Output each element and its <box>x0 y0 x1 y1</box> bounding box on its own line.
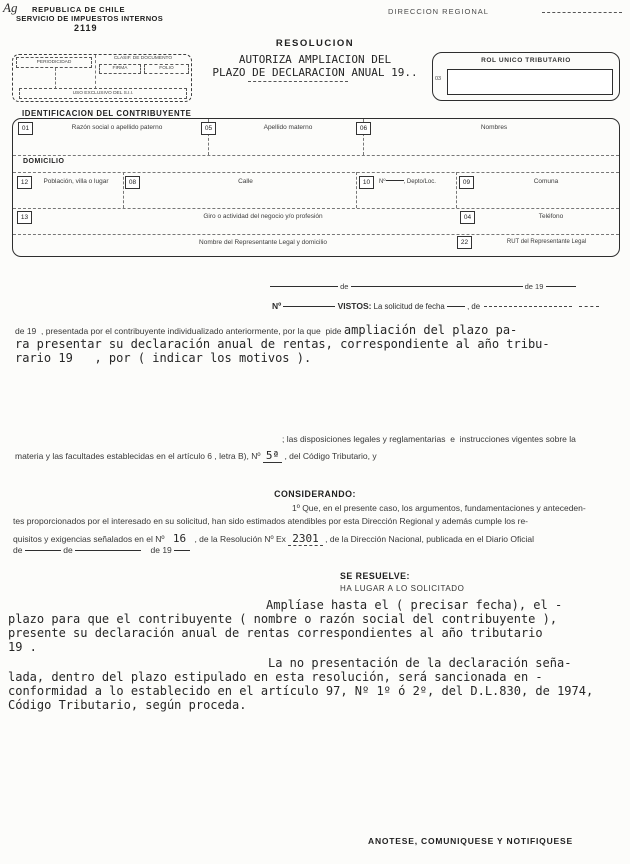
regional-direction-label: DIRECCION REGIONAL <box>388 7 489 16</box>
corner-mark: Ag <box>3 0 18 15</box>
para3-blank-year <box>174 548 190 551</box>
para1-line2: ra presentar su declaración anual de rentas, correspondiente al año tribu- <box>15 337 550 351</box>
para3-typed-2301: 2301 <box>288 532 323 546</box>
field-code-poblacion: 12 <box>17 176 32 189</box>
field-code-calle: 08 <box>125 176 140 189</box>
footer-order-text: ANOTESE, COMUNIQUESE Y NOTIFIQUESE <box>368 836 573 846</box>
para2-line2 <box>15 446 377 464</box>
field-code-razon: 01 <box>18 122 33 135</box>
classification-label: CLASIF. DE DOCUMENTO <box>113 56 173 61</box>
field-code-materno: 05 <box>201 122 216 135</box>
exclusive-use-label: USO EXCLUSIVO DEL S.I.I. <box>19 88 187 99</box>
table-row-line <box>13 172 619 173</box>
para2-line1: ; las disposiciones legales y reglamentarias e instrucciones vigentes sobre la <box>282 434 576 444</box>
contributor-heading: IDENTIFICACION DEL CONTRIBUYENTE <box>22 109 192 118</box>
date-blank-year <box>546 284 576 287</box>
form-number: 2119 <box>74 23 98 33</box>
para3-typed-16: 16 <box>172 532 187 545</box>
resolution-subtitle-line2: PLAZO DE DECLARACION ANUAL 19.. <box>212 66 418 79</box>
contributor-table <box>12 118 620 257</box>
para4-line3: presente su declaración anual de rentas correspondientes al año tributario <box>8 626 543 640</box>
para3-line1: 1º Que, en el presente caso, los argumentos, fundamentaciones y anteceden- <box>292 503 586 513</box>
para3-blank-month <box>75 548 141 551</box>
para2-l2a: materia y las facultades establecidas en el artículo 6 , letra B), Nº <box>15 451 263 461</box>
considerando-heading: CONSIDERANDO: <box>274 489 356 499</box>
table-row-line <box>13 208 619 209</box>
field-code-comuna: 09 <box>459 176 474 189</box>
rut-box <box>432 52 620 101</box>
para3-l4c: de 19 <box>150 545 172 555</box>
subtitle-underline <box>248 81 348 82</box>
date-blank-month <box>351 284 523 287</box>
table-row-line <box>13 234 619 235</box>
field-code-giro: 13 <box>17 211 32 224</box>
date-line <box>270 282 576 291</box>
para2-l2c: , del Código Tributario, y <box>282 451 377 461</box>
para3-l4a: de <box>13 545 23 555</box>
para4-line1: Amplíase hasta el ( precisar fecha), el - <box>266 598 563 612</box>
para3-blank-day <box>25 548 61 551</box>
resolution-title: RESOLUCION <box>275 38 355 49</box>
rut-box-label: ROL UNICO TRIBUTARIO <box>481 57 571 64</box>
table-divider <box>356 172 357 208</box>
field-code-nombres: 06 <box>356 122 371 135</box>
vistos-blank-tail <box>579 304 599 307</box>
numero-blank <box>386 178 404 181</box>
para3-line2: tes proporcionados por el interesado en su solicitud, han sido estimados atendibles por esta Dirección Regional y además cumple los re- <box>13 516 529 526</box>
para4-line4: 19 . <box>8 640 37 654</box>
field-label-poblacion: Población, villa o lugar <box>43 178 109 185</box>
para3-l4b: de <box>63 545 73 555</box>
periodicity-label: PERIODICIDAD <box>16 57 92 68</box>
republic-title: REPUBLICA DE CHILE <box>32 5 126 14</box>
rut-code: 03 <box>435 76 442 82</box>
resolution-number-label: Nº <box>272 301 282 311</box>
stamp-divider-left <box>55 68 56 89</box>
field-label-representante: Nombre del Representante Legal y domicilio <box>199 239 327 246</box>
para1-tw1: ampliación del plazo pa- <box>343 323 518 337</box>
vistos-blank-day <box>447 304 465 307</box>
table-divider <box>123 172 124 208</box>
field-code-rut-rep: 22 <box>457 236 472 249</box>
resolution-number-blank <box>283 304 335 307</box>
para5-line4: Código Tributario, según proceda. <box>8 698 247 712</box>
field-label-razon: Razón social o apellido paterno <box>71 124 163 131</box>
field-label-telefono: Teléfono <box>538 213 564 220</box>
field-label-nombres: Nombres <box>480 124 508 131</box>
field-label-rut-rep: RUT del Representante Legal <box>506 239 587 245</box>
vistos-blank-month <box>484 304 572 307</box>
date-blank-day <box>270 284 338 287</box>
para5-line3: conformidad a lo establecido en el artículo 97, Nº 1º ó 2º, del D.L.830, de 1974, <box>8 684 594 698</box>
date-de19: de 19 <box>524 282 544 291</box>
vistos-line <box>272 301 599 311</box>
field-label-materno: Apellido materno <box>263 124 313 131</box>
table-divider <box>456 172 457 208</box>
stamp-box <box>12 54 192 102</box>
field-label-giro: Giro o actividad del negocio y/o profesión <box>203 213 323 220</box>
vistos-label: VISTOS: <box>337 301 372 311</box>
domicilio-label: DOMICILIO <box>23 158 65 165</box>
para3-l3c: , de la Resolución Nº Ex <box>192 534 289 544</box>
ha-lugar-text: HA LUGAR A LO SOLICITADO <box>340 584 465 593</box>
regional-direction-line <box>542 12 622 13</box>
firma-label: FIRMA <box>99 64 141 74</box>
para4-line2: plazo para que el contribuyente ( nombre o razón social del contribuyente ), <box>8 612 558 626</box>
para3-line4 <box>13 545 190 555</box>
rut-entry-box <box>447 69 613 95</box>
para3-l3e: , de la Dirección Nacional, publicada en el Diario Oficial <box>322 534 534 544</box>
para5-line2: lada, dentro del plazo estipulado en esta resolución, será sancionada en - <box>8 670 543 684</box>
service-title: SERVICIO DE IMPUESTOS INTERNOS <box>16 14 164 23</box>
resolution-subtitle-line1: AUTORIZA AMPLIACION DEL <box>238 53 392 66</box>
field-code-telefono: 04 <box>460 211 475 224</box>
folio-label: FOLIO <box>144 64 189 74</box>
stamp-divider <box>95 55 96 89</box>
field-label-comuna: Comuna <box>533 178 559 185</box>
field-code-numero: 10 <box>359 176 374 189</box>
numero-n-label: Nº <box>379 179 386 185</box>
date-de: de <box>340 282 349 291</box>
vistos-text1: La solicitud de fecha <box>373 302 445 311</box>
vistos-text2: , de <box>467 302 481 311</box>
table-row-line <box>13 155 619 156</box>
para1-small-text: de 19 , presentada por el contribuyente individualizado anteriormente, por la que pide <box>15 326 344 336</box>
para2-typed-value: 5ª <box>263 449 282 463</box>
para5-line1: La no presentación de la declaración seña- <box>268 656 572 670</box>
para1-line3: rario 19 , por ( indicar los motivos ). <box>15 351 312 365</box>
numero-depto-label: , Depto/Loc. <box>403 179 436 185</box>
field-label-calle: Calle <box>238 178 253 185</box>
se-resuelve-heading: SE RESUELVE: <box>340 571 410 581</box>
para3-l3a: quisitos y exigencias señalados en el Nº <box>13 534 167 544</box>
